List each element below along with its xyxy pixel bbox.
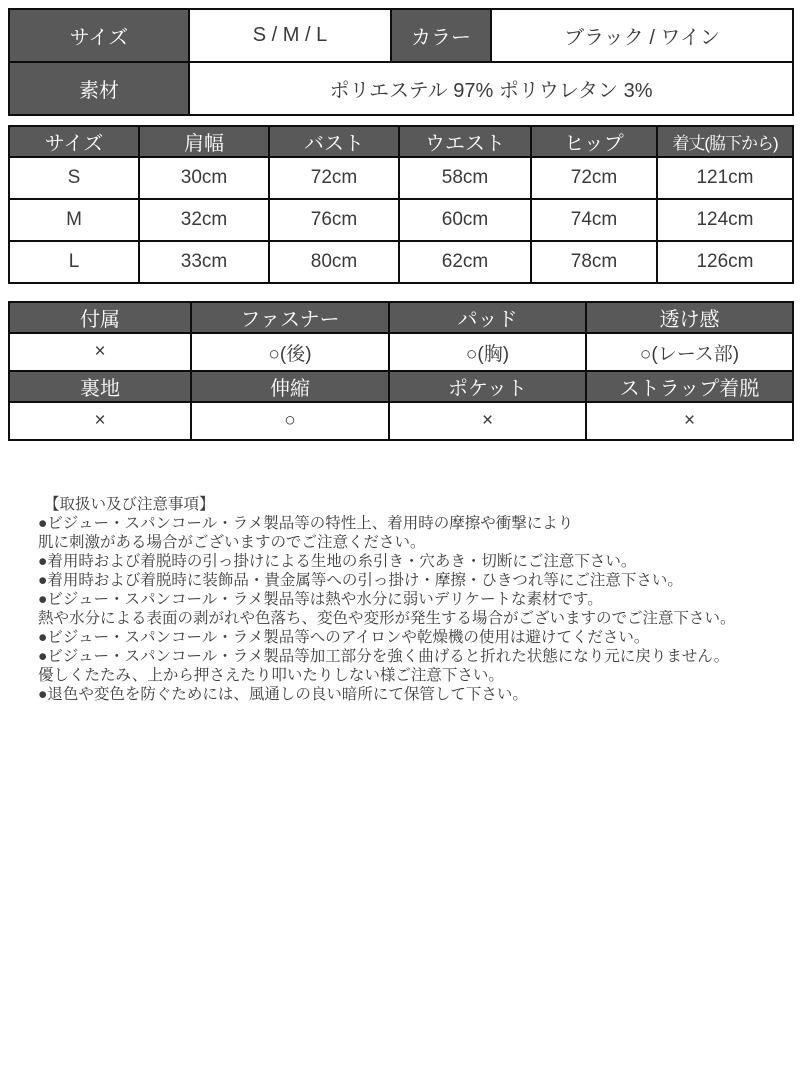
features-header: 伸縮 (191, 371, 389, 402)
size-chart-cell: 30cm (139, 157, 269, 199)
size-label: サイズ (9, 9, 189, 62)
size-chart-cell: 72cm (531, 157, 657, 199)
features-header: ストラップ着脱 (586, 371, 793, 402)
size-chart-header: サイズ (9, 126, 139, 157)
care-note-line: ●退色や変色を防ぐためには、風通しの良い暗所にて保管して下さい。 (38, 686, 528, 703)
care-note-line: 肌に刺激がある場合がございますのでご注意ください。 (38, 534, 426, 551)
care-note-line: ●ビジュー・スパンコール・ラメ製品等加工部分を強く曲げると折れた状態になり元に戻りません。 (38, 648, 730, 665)
size-chart-cell: 80cm (269, 241, 399, 283)
size-chart-table (8, 125, 794, 284)
size-chart-cell: 60cm (399, 199, 531, 241)
size-chart-header: ヒップ (531, 126, 657, 157)
features-cell: ○(胸) (389, 333, 586, 371)
features-header: 透け感 (586, 302, 793, 333)
care-note-line: ●ビジュー・スパンコール・ラメ製品等へのアイロンや乾燥機の使用は避けてください。 (38, 629, 650, 646)
size-chart-cell: 124cm (657, 199, 793, 241)
features-header-row-2 (9, 371, 793, 402)
size-chart-row-l (9, 241, 793, 283)
size-chart-cell: 33cm (139, 241, 269, 283)
care-note-line: ●着用時および着脱時の引っ掛けによる生地の糸引き・穴あき・切断にご注意下さい。 (38, 553, 637, 570)
size-chart-cell: L (9, 241, 139, 283)
size-chart-cell: 58cm (399, 157, 531, 199)
care-note-line: ●ビジュー・スパンコール・ラメ製品等の特性上、着用時の摩擦や衝撃により (38, 515, 574, 532)
features-cell: × (389, 402, 586, 440)
care-note-line: ●着用時および着脱時に装飾品・貴金属等への引っ掛け・摩擦・ひきつれ等にご注意下さい。 (38, 572, 683, 589)
features-header: ファスナー (191, 302, 389, 333)
features-cell: × (9, 402, 191, 440)
size-chart-header: バスト (269, 126, 399, 157)
size-chart-cell: M (9, 199, 139, 241)
features-cell: × (9, 333, 191, 371)
features-header-row-1 (9, 302, 793, 333)
size-chart-header: 肩幅 (139, 126, 269, 157)
size-chart-cell: 72cm (269, 157, 399, 199)
size-chart-header: ウエスト (399, 126, 531, 157)
size-chart-row-m (9, 199, 793, 241)
size-chart-cell: 126cm (657, 241, 793, 283)
size-chart-cell: S (9, 157, 139, 199)
features-value-row-1 (9, 333, 793, 371)
care-notes (8, 495, 792, 704)
color-label: カラー (391, 9, 491, 62)
material-value: ポリエステル 97% ポリウレタン 3% (189, 62, 793, 115)
material-label: 素材 (9, 62, 189, 115)
size-chart-cell: 62cm (399, 241, 531, 283)
features-cell: × (586, 402, 793, 440)
features-cell: ○(後) (191, 333, 389, 371)
color-value: ブラック / ワイン (491, 9, 793, 62)
features-table (8, 301, 794, 441)
product-summary-table (8, 8, 794, 116)
features-cell: ○(レース部) (586, 333, 793, 371)
care-note-line: 優しくたたみ、上から押さえたり叩いたりしない様ご注意下さい。 (38, 667, 504, 684)
care-note-line: ●ビジュー・スパンコール・ラメ製品等は熱や水分に弱いデリケートな素材です。 (38, 591, 603, 608)
size-chart-header-row (9, 126, 793, 157)
features-header: 付属 (9, 302, 191, 333)
size-value: S / M / L (189, 9, 391, 62)
features-header: 裏地 (9, 371, 191, 402)
size-chart-cell: 32cm (139, 199, 269, 241)
size-chart-cell: 121cm (657, 157, 793, 199)
features-value-row-2 (9, 402, 793, 440)
care-note-line: 熱や水分による表面の剥がれや色落ち、変色や変形が発生する場合がございますのでご注意下さい。 (38, 610, 736, 627)
features-cell: ○ (191, 402, 389, 440)
features-header: ポケット (389, 371, 586, 402)
size-chart-cell: 78cm (531, 241, 657, 283)
features-header: パッド (389, 302, 586, 333)
care-notes-title: 【取扱い及び注意事項】 (44, 496, 215, 513)
size-chart-cell: 76cm (269, 199, 399, 241)
size-chart-header: 着丈(脇下から) (657, 126, 793, 157)
size-chart-cell: 74cm (531, 199, 657, 241)
size-chart-row-s (9, 157, 793, 199)
